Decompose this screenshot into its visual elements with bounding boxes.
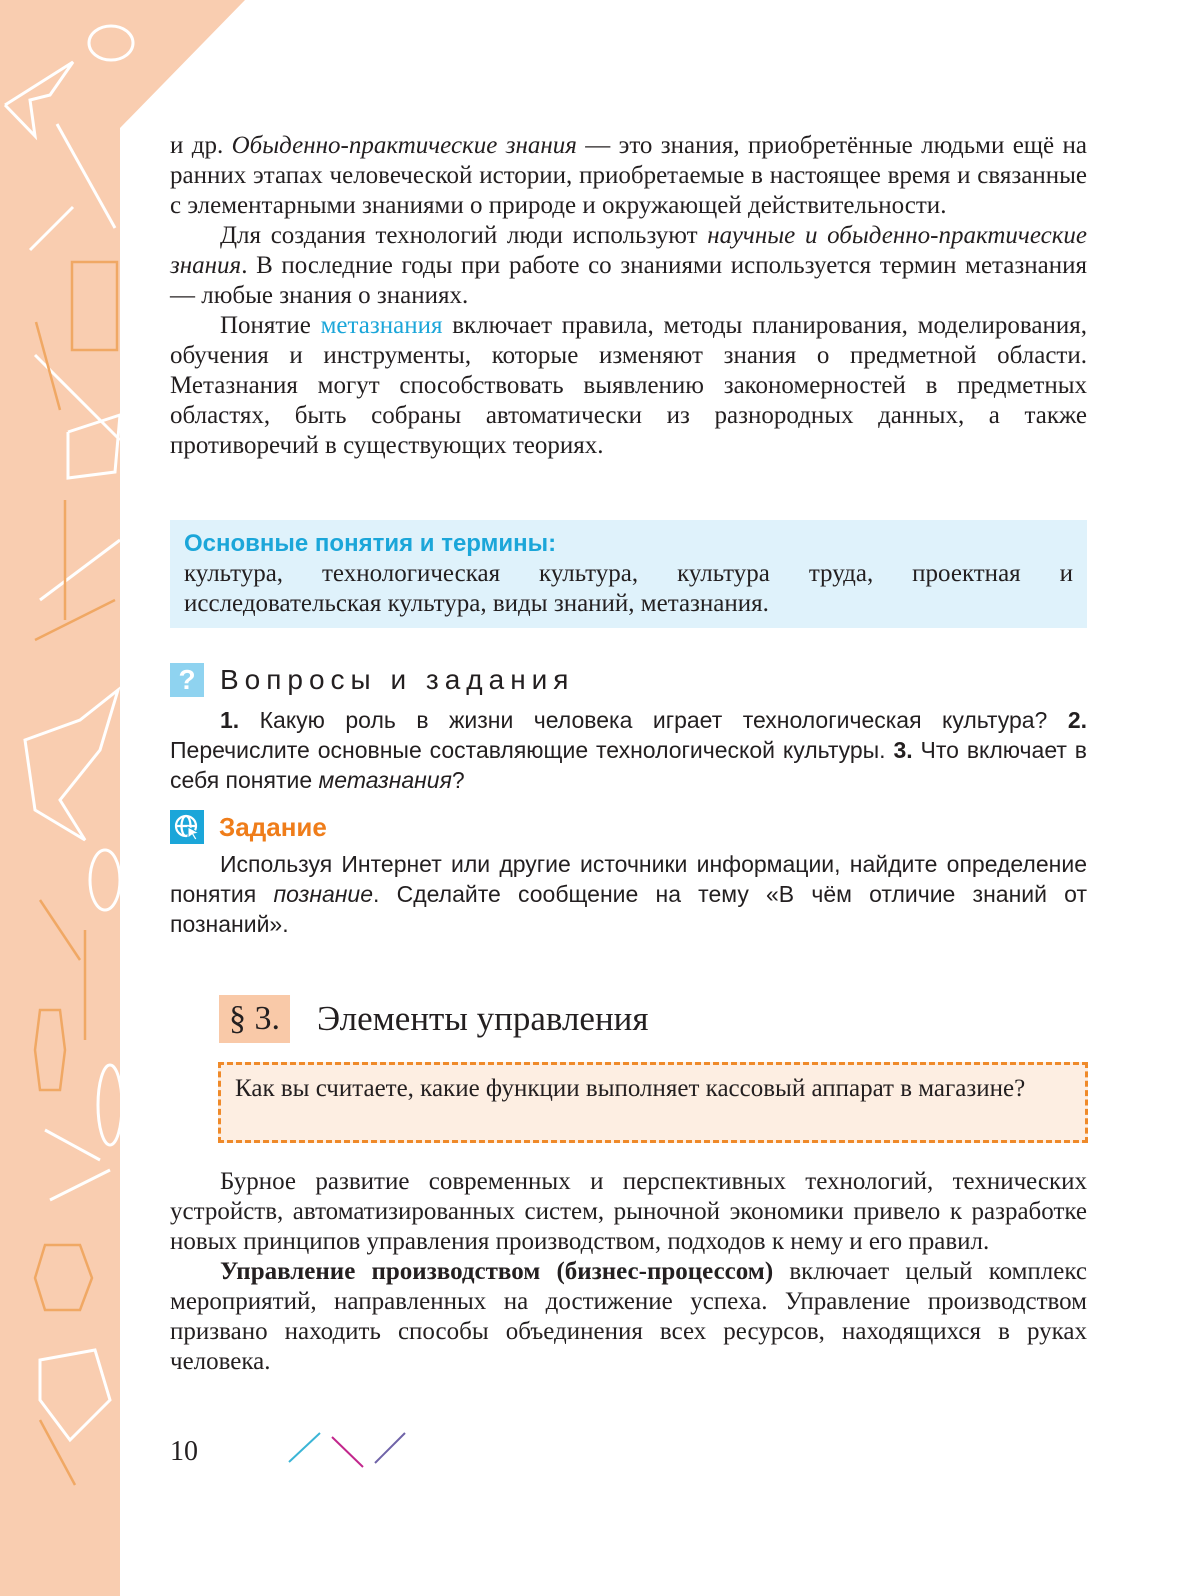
q-number: 1. xyxy=(220,707,240,733)
italic-term: научные и обыденно-практические знания xyxy=(170,222,1087,279)
paragraph-3 xyxy=(170,311,1087,461)
key-terms-title: Основные понятия и термины: xyxy=(184,530,557,557)
paragraph-1 xyxy=(170,131,1087,221)
text: Для создания технологий люди используют xyxy=(220,222,708,249)
section-number: § 3. xyxy=(219,995,290,1043)
text: Понятие xyxy=(220,312,321,339)
section-paragraph-1: Бурное развитие современных и перспективных технологий, технических устройств, автоматизированных систем, рыночной экономики привело к разработке новых принципов управления производством, подходов к нему и его правил. xyxy=(170,1168,1087,1255)
section-paragraph-2 xyxy=(170,1257,1087,1377)
question-1: Какую роль в жизни человека играет технологическая культура? xyxy=(239,707,1068,733)
intro-question-box xyxy=(218,1062,1088,1143)
italic-term: Обыденно-практические знания xyxy=(231,132,577,159)
text: включает целый комплекс мероприятий, направленных на достижение успеха. Управление производством призвано находить способы объединения всех ресурсов, находящихся в руках человека. xyxy=(170,1258,1087,1375)
questions-header xyxy=(170,662,574,698)
globe-cursor-icon xyxy=(170,810,204,844)
bold-term: Управление производством (бизнес-процессом) xyxy=(220,1258,774,1285)
key-terms-list: культура, технологическая культура, культура труда, проектная и исследовательская культура, виды знаний, метазнания. xyxy=(184,560,1073,617)
section-heading xyxy=(219,995,649,1043)
question-3: Что включает в себя понятие xyxy=(170,737,1087,793)
italic-term: познание xyxy=(273,881,374,907)
questions-list xyxy=(170,705,1087,795)
italic-term: метазнания xyxy=(318,767,452,793)
text: и др. xyxy=(170,132,232,159)
text: . В последние годы при работе со знаниями используется термин метазнания — любые знания о знаниях. xyxy=(170,252,1087,309)
questions-text xyxy=(170,705,1087,795)
text: включает правила, методы планирования, моделирования, обучения и инструменты, которые изменяют знания о предметной области. Метазнания могут способствовать выявлению закономерностей в предметных областях, быть собраны автоматически из разнородных данных, а также противоречий в существующих теориях. xyxy=(170,312,1087,459)
task-text xyxy=(170,849,1087,939)
intro-question: Как вы считаете, какие функции выполняет кассовый аппарат в магазине? xyxy=(235,1075,1026,1102)
section-title: Элементы управления xyxy=(317,999,649,1038)
task-header xyxy=(170,810,327,844)
key-terms-box xyxy=(170,520,1087,628)
q-number: 3. xyxy=(893,737,913,763)
deco-line-magenta xyxy=(332,1437,363,1467)
question-mark-icon: ? xyxy=(170,663,204,697)
paragraph-2 xyxy=(170,221,1087,311)
text: Используя Интернет или другие источники информации, найдите определение понятия xyxy=(170,851,1087,907)
task-body xyxy=(170,849,1087,939)
deco-line-violet xyxy=(375,1433,405,1463)
deco-line-cyan xyxy=(289,1433,320,1462)
metaknowledge-link[interactable]: метазнания xyxy=(320,312,443,339)
questions-title: Вопросы и задания xyxy=(220,664,575,695)
text: . Сделайте сообщение на тему «В чём отличие знаний от познаний». xyxy=(170,881,1087,937)
text: ? xyxy=(451,767,465,793)
task-title: Задание xyxy=(219,811,327,842)
section-body xyxy=(170,1167,1087,1377)
question-2: Перечислите основные составляющие технологической культуры. xyxy=(170,737,894,763)
body-text-top xyxy=(170,131,1087,461)
page-number: 10 xyxy=(170,1436,198,1467)
q-number: 2. xyxy=(1067,707,1087,733)
text: — это знания, приобретённые людьми ещё на ранних этапах человеческой истории, приобретаемые в настоящее время и связанные с элементарными знаниями о природе и окружающей действительности. xyxy=(170,132,1087,219)
